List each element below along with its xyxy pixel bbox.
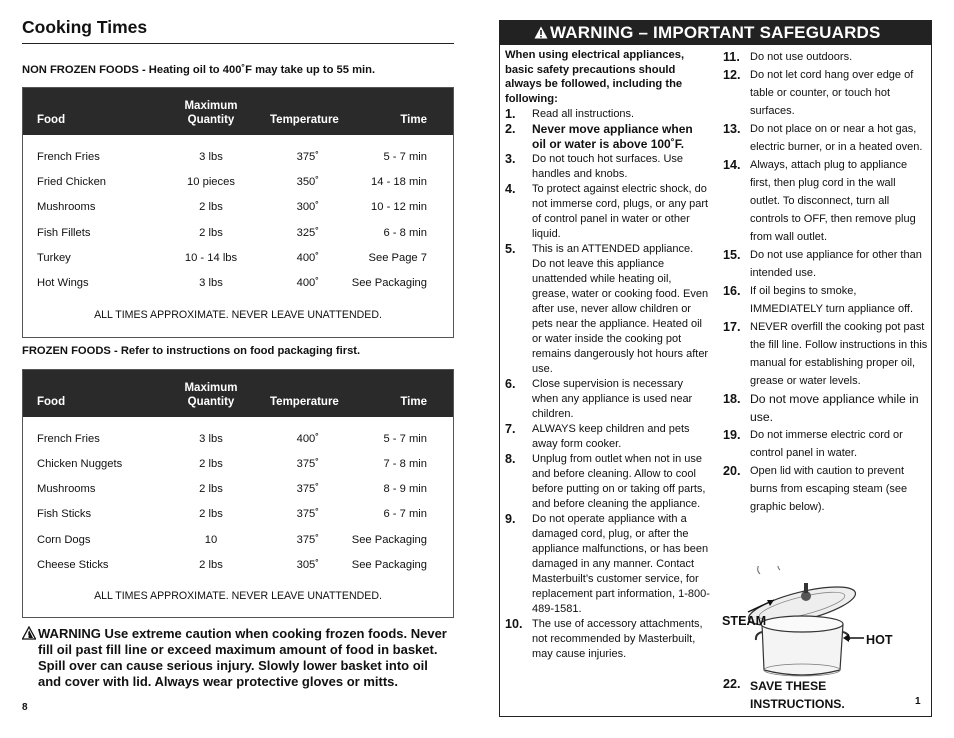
cell-time: See Packaging (351, 534, 427, 546)
item-number: 22. (723, 677, 741, 691)
list-item (723, 120, 928, 156)
item-text: Open lid with caution to prevent burns from escaping steam (see graphic below). (750, 465, 908, 513)
cell-food: Fish Fillets (37, 227, 91, 239)
table-row (23, 483, 453, 508)
cell-temperature: 375˚ (296, 483, 319, 495)
page-title: Cooking Times (22, 17, 148, 37)
list-item (723, 48, 928, 66)
table-row (23, 252, 453, 277)
cell-time: 14 - 18 min (371, 176, 427, 188)
item-text: Always, attach plug to appliance first, then plug cord in the wall outlet. To disconnect, turn all controls to OFF, then remove plug from wall outlet. (750, 159, 916, 243)
item-text: Do not use appliance for other than intended use. (750, 249, 922, 279)
banner-title: WARNING – IMPORTANT SAFEGUARDS (550, 23, 881, 42)
list-item (505, 152, 710, 182)
item-text: NEVER overfill the cooking pot past the fill line. Follow instructions in this manual for establishing proper oil, grease or water levels. (750, 321, 928, 387)
list-item (505, 617, 710, 662)
item-number: 5. (505, 242, 516, 256)
cell-temperature: 375˚ (296, 534, 319, 546)
page-number: 8 (22, 702, 28, 713)
frozen-table (22, 369, 454, 618)
table-row (23, 458, 453, 483)
item-text: This is an ATTENDED appliance. Do not leave this appliance unattended while heating oil, grease, water or cooking food. Even after use, never allow children or pets near the appliance. Heated oil or water inside the cooking pot remains dangerously hot hours after use. (532, 243, 709, 375)
safeguards-banner (500, 21, 931, 45)
cell-temperature: 400˚ (296, 433, 319, 445)
table-row (23, 534, 453, 559)
cell-quantity: 2 lbs (199, 201, 223, 213)
cell-time: 5 - 7 min (383, 151, 427, 163)
item-number: 7. (505, 422, 516, 436)
item-text: Do not use outdoors. (750, 51, 853, 63)
cell-food: Corn Dogs (37, 534, 91, 546)
item-number: 4. (505, 182, 516, 196)
list-item (723, 282, 928, 318)
table-row (23, 176, 453, 201)
cell-quantity: 2 lbs (199, 483, 223, 495)
list-item (505, 107, 710, 122)
cell-temperature: 325˚ (296, 227, 319, 239)
list-item (505, 242, 710, 377)
item-number: 6. (505, 377, 516, 391)
table-row (23, 151, 453, 176)
page-number: 1 (915, 696, 921, 707)
table-row (23, 508, 453, 533)
item-number: 8. (505, 452, 516, 466)
list-item (505, 377, 710, 422)
cell-temperature: 305˚ (296, 559, 319, 571)
hot-label: HOT (866, 633, 893, 647)
item-number: 9. (505, 512, 516, 526)
cell-temperature: 400˚ (296, 252, 319, 264)
item-text: Do not move appliance while in use. (750, 392, 919, 424)
cell-food: Chicken Nuggets (37, 458, 123, 470)
item-text: Do not let cord hang over edge of table or counter, or touch hot surfaces. (750, 69, 914, 117)
item-number: 10. (505, 617, 523, 631)
cell-temperature: 375˚ (296, 508, 319, 520)
cell-temperature: 300˚ (296, 201, 319, 213)
item-number: 3. (505, 152, 516, 166)
cell-quantity: 2 lbs (199, 458, 223, 470)
header-food: Food (37, 396, 66, 408)
item-text: Do not place on or near a hot gas, electric burner, or in a heated oven. (750, 123, 923, 153)
table-header (23, 88, 453, 135)
cell-time: 10 - 12 min (371, 201, 427, 213)
table-row (23, 227, 453, 252)
cell-food: Fish Sticks (37, 508, 92, 520)
item-text: To protect against electric shock, do not immerse cord, plugs, or any part of control panel in water or other liquid. (532, 183, 709, 240)
item-number: 2. (505, 122, 516, 136)
cell-time: See Packaging (351, 559, 427, 571)
table-row (23, 201, 453, 226)
header-time: Time (400, 396, 427, 408)
table-row (23, 559, 453, 584)
cell-temperature: 350˚ (296, 176, 319, 188)
list-item (723, 318, 928, 390)
item-text: Read all instructions. (532, 108, 635, 120)
table-footnote: ALL TIMES APPROXIMATE. NEVER LEAVE UNATTENDED. (94, 309, 382, 321)
cell-temperature: 375˚ (296, 458, 319, 470)
cell-quantity: 3 lbs (199, 277, 223, 289)
safeguards-column-1 (505, 48, 710, 662)
safeguards-column-2 (723, 48, 928, 516)
item-number: 20. (723, 464, 741, 478)
item-text: Do not immerse electric cord or control panel in water. (750, 429, 903, 459)
header-quantity: Maximum Quantity (184, 100, 238, 126)
item-number: 17. (723, 320, 741, 334)
item-number: 18. (723, 392, 741, 406)
table-row (23, 433, 453, 458)
item-number: 1. (505, 107, 516, 121)
cell-quantity: 2 lbs (199, 559, 223, 571)
cell-food: Hot Wings (37, 277, 89, 289)
item-text: ALWAYS keep children and pets away form cooker. (532, 423, 690, 450)
list-item (723, 156, 928, 246)
item-text: The use of accessory attachments, not recommended by Masterbuilt, may cause injuries. (532, 618, 703, 660)
table-row (23, 277, 453, 302)
header-food: Food (37, 114, 66, 126)
item-text: Do not touch hot surfaces. Use handles and knobs. (532, 153, 684, 180)
cell-quantity: 10 - 14 lbs (184, 252, 238, 264)
safeguards-intro: When using electrical appliances, basic safety precautions should always be followed, including the following: (505, 49, 685, 105)
list-item (723, 66, 928, 120)
list-item (505, 452, 710, 512)
warning-icon (22, 626, 36, 640)
cell-food: Mushrooms (37, 483, 96, 495)
cell-food: French Fries (37, 433, 100, 445)
cell-food: Turkey (37, 252, 71, 264)
cell-food: Mushrooms (37, 201, 96, 213)
cell-quantity: 3 lbs (199, 433, 223, 445)
item-text: Close supervision is necessary when any appliance is used near children. (532, 378, 693, 420)
header-temperature: Temperature (270, 396, 339, 408)
cell-time: 5 - 7 min (383, 433, 427, 445)
warning-text: WARNING Use extreme caution when cooking frozen foods. Never fill oil past fill line or exceed maximum amount of food in basket. Spill over can cause serious injury. Slowly lower basket into oil and cover with lid. Always wear protective gloves or mitts. (38, 626, 447, 689)
item-number: 11. (723, 50, 740, 64)
list-item (505, 122, 710, 152)
frozen-heading: FROZEN FOODS - Refer to instructions on food packaging first. (22, 345, 361, 357)
table-header (23, 370, 453, 417)
cell-food: Cheese Sticks (37, 559, 109, 571)
cell-time: See Packaging (351, 277, 427, 289)
list-item (723, 462, 928, 516)
cell-time: 6 - 8 min (383, 227, 427, 239)
item-text: Unplug from outlet when not in use and before cleaning. Allow to cool before putting on or taking off parts, and before cleaning the appliance. (532, 453, 706, 510)
cell-quantity: 10 pieces (187, 176, 235, 188)
item-text: If oil begins to smoke, IMMEDIATELY turn appliance off. (750, 285, 914, 315)
item-number: 15. (723, 248, 741, 262)
header-quantity: Maximum Quantity (184, 382, 238, 408)
cell-temperature: 375˚ (296, 151, 319, 163)
item-number: 12. (723, 68, 741, 82)
header-temperature: Temperature (270, 114, 339, 126)
item-number: 19. (723, 428, 741, 442)
cell-time: 6 - 7 min (383, 508, 427, 520)
cell-food: French Fries (37, 151, 100, 163)
save-instructions: SAVE THESE INSTRUCTIONS. (750, 679, 845, 711)
cell-quantity: 2 lbs (199, 227, 223, 239)
cell-time: See Page 7 (368, 252, 427, 264)
cell-quantity: 2 lbs (199, 508, 223, 520)
item-number: 16. (723, 284, 741, 298)
title-divider (22, 43, 454, 44)
cell-time: 7 - 8 min (383, 458, 427, 470)
cell-temperature: 400˚ (296, 277, 319, 289)
warning-icon (534, 26, 548, 39)
list-item (505, 422, 710, 452)
list-item (723, 426, 928, 462)
list-item (723, 246, 928, 282)
cell-quantity: 10 (204, 534, 218, 546)
item-number: 14. (723, 158, 741, 172)
item-text: Do not operate appliance with a damaged cord, plug, or after the appliance malfunctions, or has been damaged in any manner. Contact Masterbuilt’s customer service, for replacement part information, 1-800-489-1581. (532, 513, 710, 615)
list-item (723, 390, 928, 426)
cell-quantity: 3 lbs (199, 151, 223, 163)
item-text: Never move appliance when oil or water is above 100˚F. (532, 122, 693, 151)
non-frozen-heading: NON FROZEN FOODS - Heating oil to 400˚F may take up to 55 min. (22, 64, 376, 76)
list-item (505, 182, 710, 242)
table-footnote: ALL TIMES APPROXIMATE. NEVER LEAVE UNATTENDED. (94, 590, 382, 602)
header-time: Time (400, 114, 427, 126)
steam-label: STEAM (722, 614, 767, 628)
cell-food: Fried Chicken (37, 176, 107, 188)
cell-time: 8 - 9 min (383, 483, 427, 495)
list-item (505, 512, 710, 617)
item-number: 13. (723, 122, 741, 136)
non-frozen-table (22, 87, 454, 338)
